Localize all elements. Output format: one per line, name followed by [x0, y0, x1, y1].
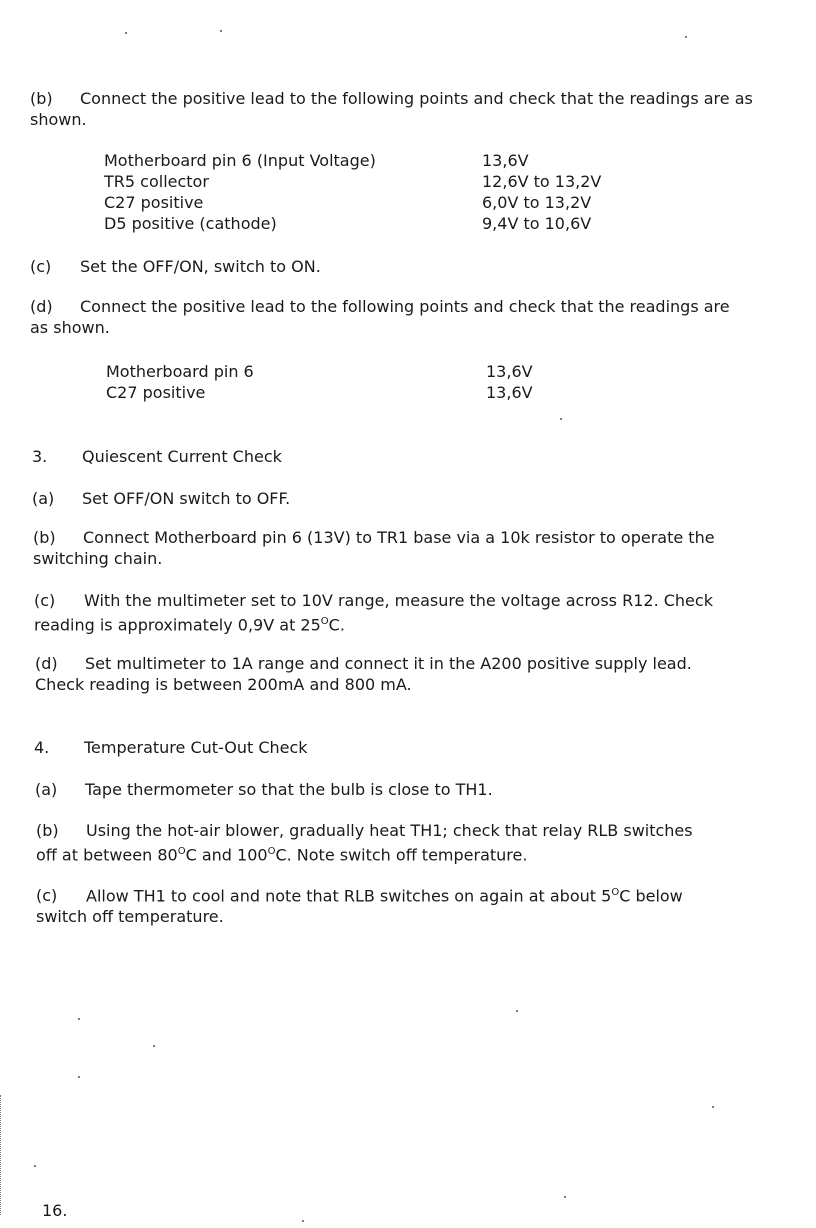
expected-reading: 13,6V: [486, 383, 533, 402]
scan-speck: [153, 1045, 155, 1047]
step-label: (c): [34, 591, 56, 610]
step-label: (b): [33, 528, 56, 547]
scan-speck: [34, 1165, 36, 1167]
reading-table-2d: [106, 361, 666, 403]
test-point: Motherboard pin 6 (Input Voltage): [104, 151, 376, 170]
step-3d: [35, 653, 795, 695]
test-point: C27 positive: [106, 383, 206, 402]
step-text: Set the OFF/ON, switch to ON.: [80, 257, 321, 276]
degree-mark: O: [320, 616, 329, 627]
expected-reading: 13,6V: [482, 151, 529, 170]
scan-speck: [516, 1010, 518, 1012]
test-point: Motherboard pin 6: [106, 362, 254, 381]
section-4-heading: [34, 737, 734, 758]
step-text: Allow TH1 to cool and note that RLB switches on again at about 5: [86, 886, 612, 906]
section-title: Quiescent Current Check: [82, 447, 282, 466]
table-row: [104, 213, 664, 234]
step-text: With the multimeter set to 10V range, measure the voltage across R12. Check: [84, 591, 713, 610]
section-number: 3.: [32, 447, 48, 466]
page-number: 16.: [42, 1201, 68, 1220]
step-4c: [36, 882, 796, 927]
step-text: off at between 80: [36, 845, 178, 865]
step-text: Using the hot-air blower, gradually heat TH1; check that relay RLB switches: [86, 821, 693, 840]
step-label: (c): [30, 257, 52, 276]
step-text: as shown.: [30, 318, 110, 337]
step-2b: [30, 88, 790, 130]
step-label: (d): [35, 654, 58, 673]
scan-speck: [560, 418, 562, 420]
step-label: (b): [30, 89, 53, 108]
step-text: Connect Motherboard pin 6 (13V) to TR1 base via a 10k resistor to operate the: [83, 528, 715, 547]
step-3b: [33, 527, 793, 569]
table-row: [104, 171, 664, 192]
scan-speck: [564, 1196, 566, 1198]
table-row: [104, 192, 664, 213]
step-text: switch off temperature.: [36, 907, 224, 927]
step-label: (a): [35, 780, 58, 799]
scan-speck: [712, 1106, 714, 1108]
step-label: (d): [30, 297, 53, 316]
degree-mark: O: [611, 887, 620, 898]
scan-speck: [78, 1076, 80, 1078]
section-3-heading: [32, 446, 732, 467]
scan-speck: [220, 30, 222, 32]
step-text: C. Note switch off temperature.: [275, 845, 528, 865]
scan-speck: [78, 1018, 80, 1020]
scan-speck: [685, 36, 687, 38]
expected-reading: 13,6V: [486, 362, 533, 381]
expected-reading: 6,0V to 13,2V: [482, 193, 592, 212]
scan-speck: [302, 1220, 304, 1222]
section-number: 4.: [34, 738, 50, 757]
degree-mark: O: [267, 846, 276, 857]
table-row: [106, 382, 666, 403]
step-4b: [36, 820, 796, 865]
scan-speck: [125, 32, 127, 34]
section-title: Temperature Cut-Out Check: [84, 738, 308, 757]
reading-table-2b: [104, 150, 664, 234]
step-text: C and 100: [185, 845, 268, 865]
test-point: D5 positive (cathode): [104, 214, 277, 233]
step-text: switching chain.: [33, 549, 163, 568]
step-3a: [32, 488, 792, 509]
step-2d: [30, 296, 790, 338]
step-text: C.: [328, 615, 345, 635]
step-text: Check reading is between 200mA and 800 mA.: [35, 675, 412, 694]
scan-edge: [0, 1095, 2, 1215]
step-text: Connect the positive lead to the following points and check that the readings are as: [80, 89, 753, 108]
step-3c: [34, 590, 794, 635]
step-label: (a): [32, 489, 55, 508]
step-2c: [30, 256, 790, 277]
step-label: (b): [36, 821, 59, 840]
step-text: Tape thermometer so that the bulb is close to TH1.: [85, 780, 493, 799]
test-point: TR5 collector: [104, 172, 209, 191]
expected-reading: 9,4V to 10,6V: [482, 214, 592, 233]
step-text: Set multimeter to 1A range and connect it in the A200 positive supply lead.: [85, 654, 692, 673]
degree-mark: O: [177, 846, 186, 857]
step-text: C below: [619, 886, 683, 906]
step-text: Connect the positive lead to the following points and check that the readings are: [80, 297, 730, 316]
expected-reading: 12,6V to 13,2V: [482, 172, 602, 191]
test-point: C27 positive: [104, 193, 204, 212]
step-text: Set OFF/ON switch to OFF.: [82, 489, 291, 508]
step-label: (c): [36, 886, 58, 906]
step-text: shown.: [30, 110, 87, 129]
step-4a: [35, 779, 795, 800]
table-row: [104, 150, 664, 171]
step-text: reading is approximately 0,9V at 25: [34, 615, 321, 635]
table-row: [106, 361, 666, 382]
